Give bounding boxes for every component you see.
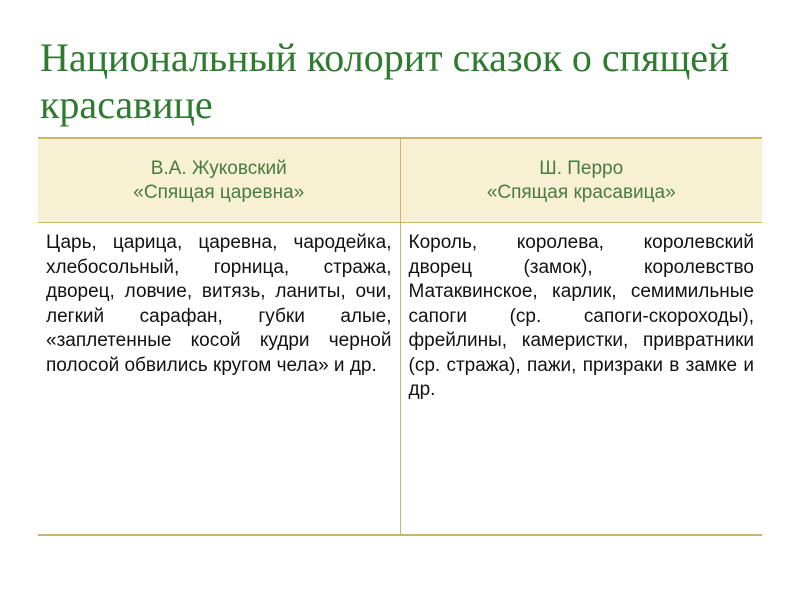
- work-title: «Спящая царевна»: [133, 181, 305, 203]
- comparison-table: [38, 137, 762, 536]
- header-perrault: [400, 138, 762, 223]
- author-name: Ш. Перро: [539, 157, 624, 179]
- cell-zhukovsky-vocabulary: Царь, царица, царевна, чародейка, хлебосольный, горница, стража, дворец, ловчие, витязь, ланиты, очи, легкий сарафан, губки алые, «заплетенные косой кудри черной полосой обвились кругом чела» и др.: [38, 223, 400, 535]
- header-zhukovsky: [38, 138, 400, 223]
- cell-perrault-vocabulary: Король, королева, королевский дворец (замок), королевство Матаквинское, карлик, семимильные сапоги (ср. сапоги-скороходы), фрейлины, камеристки, привратники (ср. стража), пажи, призраки в замке и др.: [400, 223, 762, 535]
- table-header-row: [38, 138, 762, 223]
- slide-title: Национальный колорит сказок о спящей красавице: [40, 35, 730, 127]
- table-row: [38, 223, 762, 535]
- work-title: «Спящая красавица»: [486, 181, 676, 203]
- author-name: В.А. Жуковский: [150, 157, 287, 179]
